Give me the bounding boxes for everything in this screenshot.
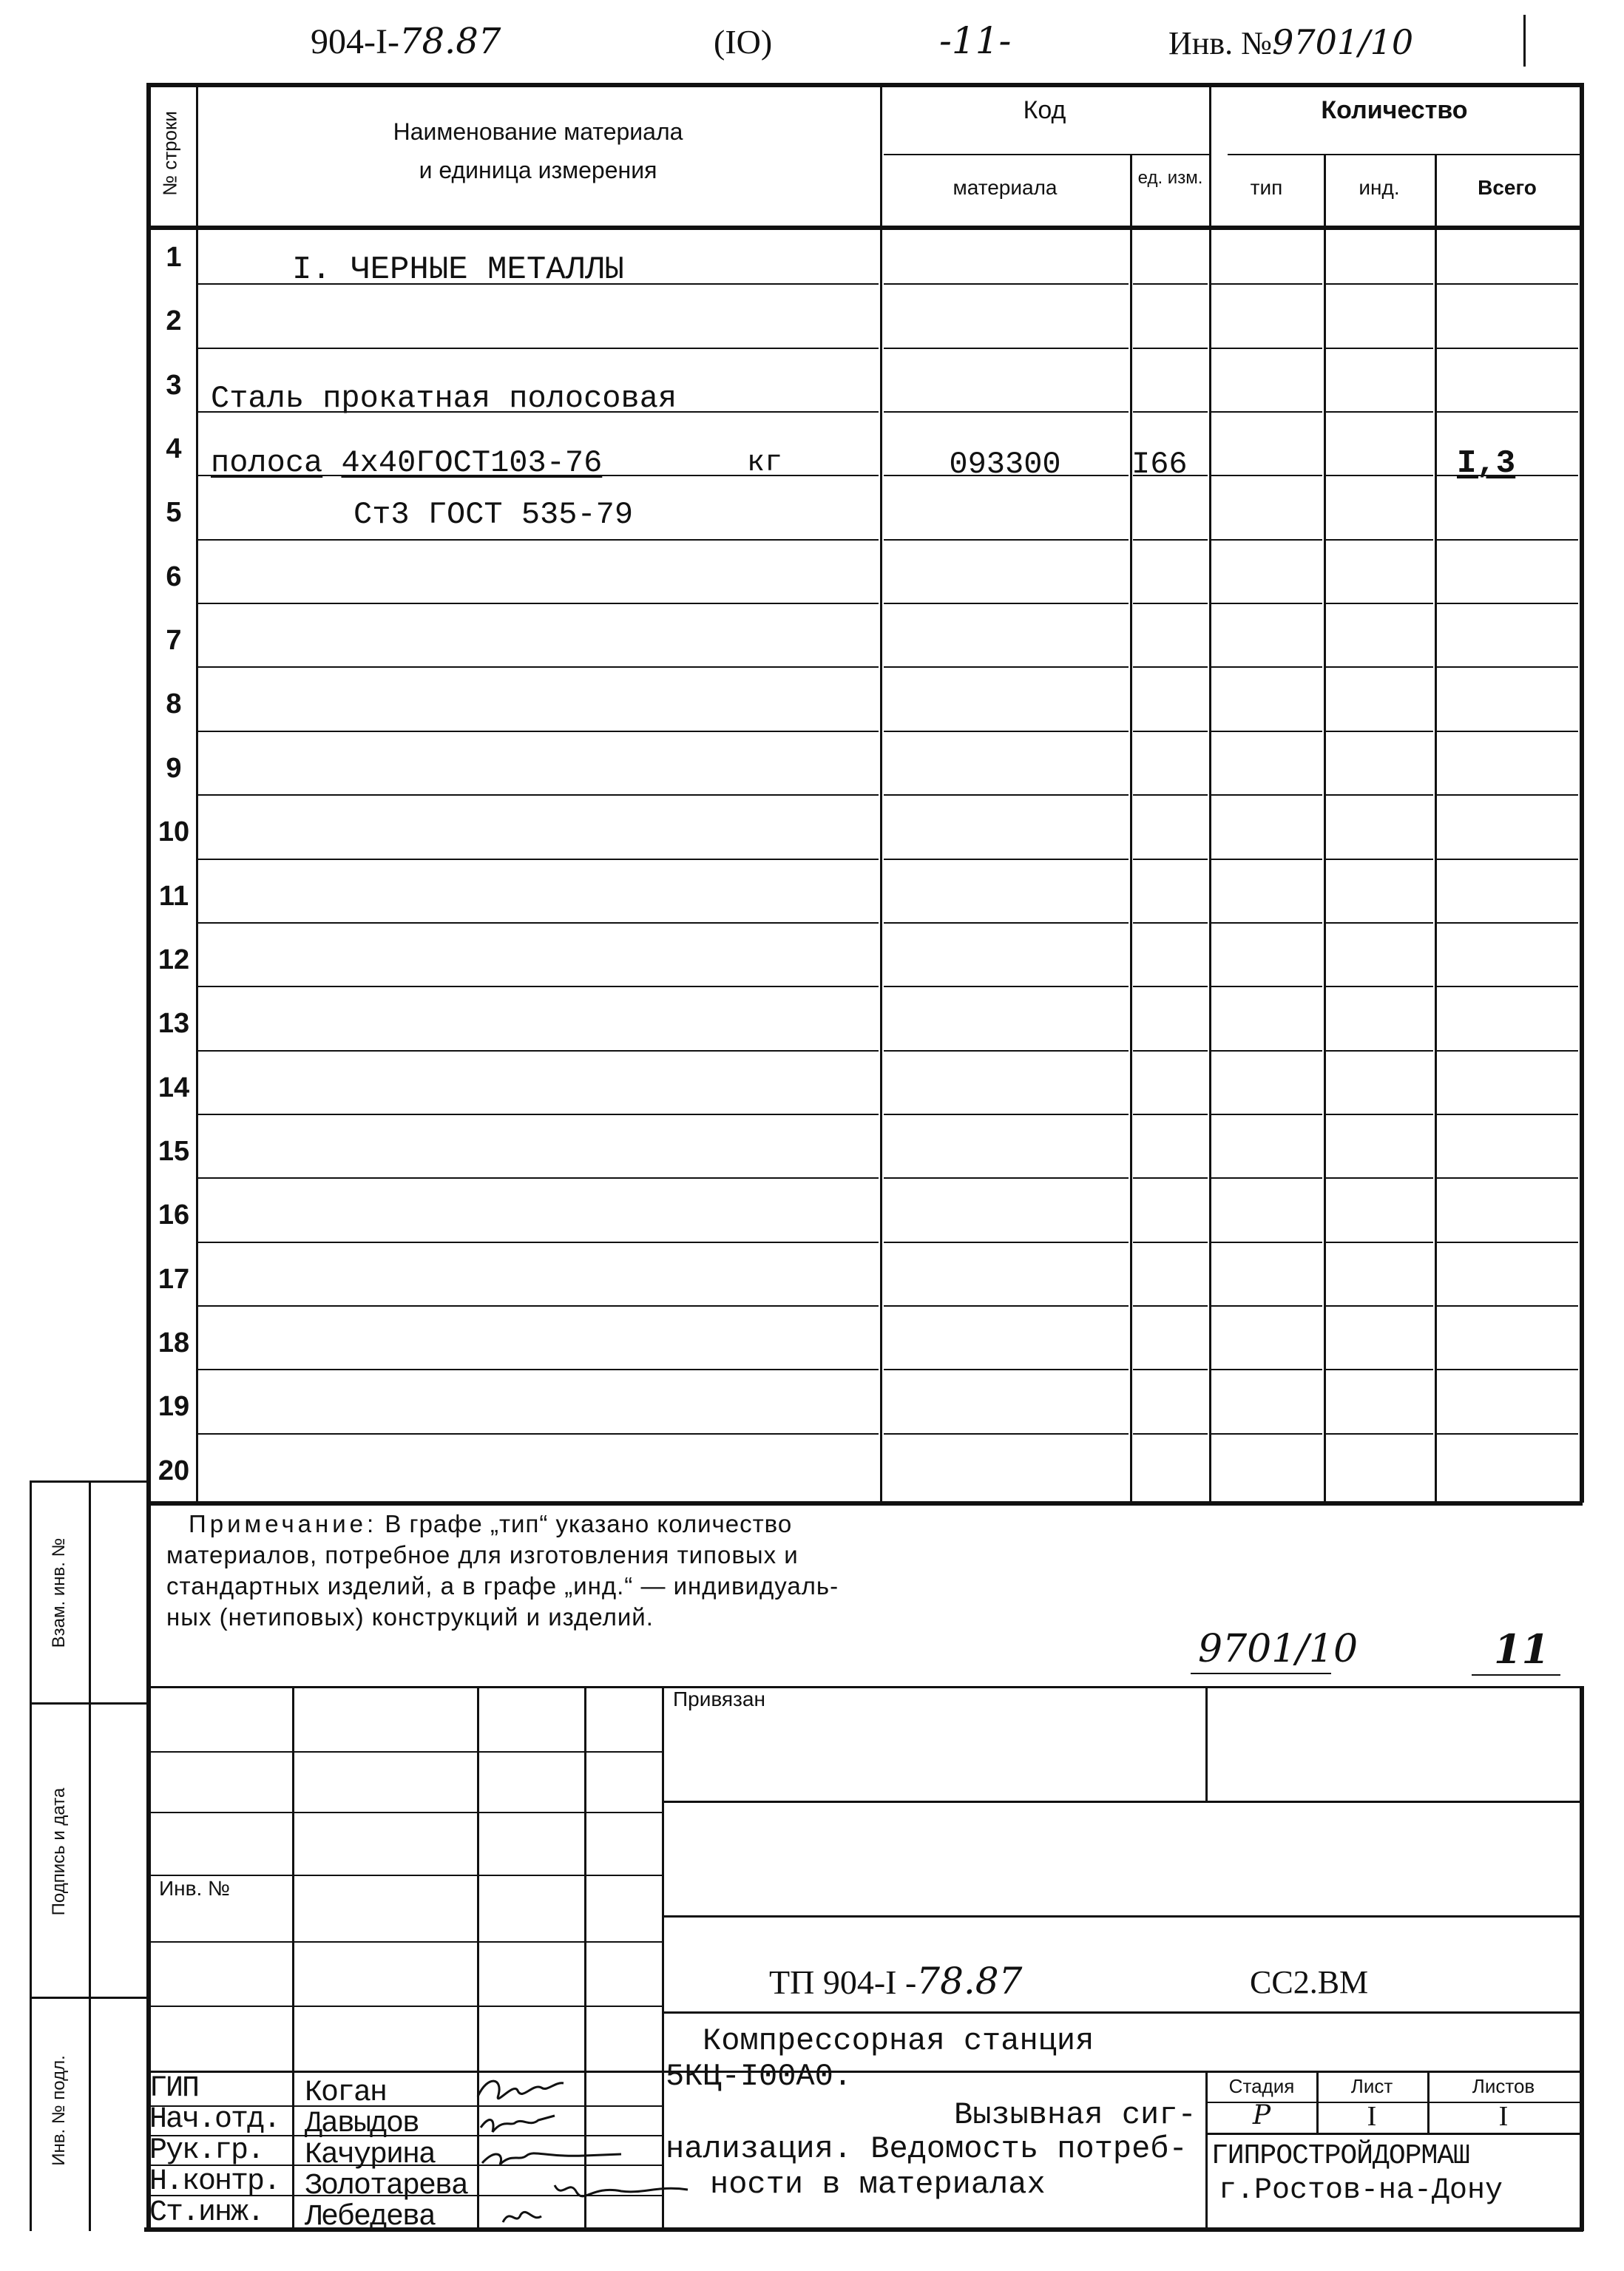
header-qty-total: Всего: [1478, 176, 1537, 199]
row-line: [884, 539, 1129, 541]
stamp-grid-5: [148, 2006, 662, 2007]
row-line: [198, 1050, 879, 1052]
signature-kogan: [478, 2081, 564, 2099]
stamp-sheets-value: I: [1498, 2101, 1509, 2132]
row-line: [1326, 1305, 1433, 1307]
row-line: [884, 1242, 1129, 1243]
row-number: 4: [166, 433, 182, 464]
stamp-grid-6: [148, 2071, 1583, 2073]
stamp-person-role: Ст.инж.: [149, 2196, 264, 2230]
stamp-inv-no: Инв. №: [159, 1877, 231, 1900]
stamp-right-border: [1580, 1686, 1584, 2231]
row-line: [198, 731, 879, 732]
row-line: [1326, 986, 1433, 987]
stamp-grid-4: [148, 1941, 662, 1943]
row-number: 12: [158, 944, 190, 975]
row-line: [1211, 986, 1322, 987]
header-row-no: № строки: [158, 111, 181, 196]
row-line: [1133, 731, 1208, 732]
row-line: [884, 731, 1129, 732]
row-line: [1326, 1177, 1433, 1179]
row-line: [1133, 1114, 1208, 1115]
stamp-designation-text: ТП 904-I -: [769, 1963, 917, 2001]
row-number: 1: [166, 242, 182, 273]
row4-unit-word: кг: [747, 447, 783, 480]
signature-davydov: [481, 2116, 555, 2132]
row-line: [1437, 1305, 1578, 1307]
row-line: [1133, 1369, 1208, 1370]
row-line: [884, 1050, 1129, 1052]
margin-strip-mid: [89, 1480, 91, 2231]
margin-strip-left: [30, 1480, 32, 2231]
row-line: [198, 922, 879, 924]
album-number: (IO): [714, 23, 773, 61]
row-line: [198, 603, 879, 604]
row-line: [1211, 475, 1322, 476]
row-line: [884, 794, 1129, 796]
header-bottom-border: [148, 226, 1583, 230]
header-quantity: Количество: [1321, 96, 1468, 124]
row-number: 3: [166, 370, 182, 401]
row4-name-a: полоса: [211, 445, 323, 481]
header-code-material: материала: [953, 176, 1058, 199]
stamp-mid-line: [662, 1915, 1583, 1918]
row-line: [1133, 794, 1208, 796]
stamp-stage-value: Р: [1252, 2100, 1271, 2130]
side-label-podpis: Подпись и дата: [49, 1787, 69, 1916]
row-line: [1211, 1433, 1322, 1435]
stamp-stage-value-line: [1205, 2133, 1580, 2135]
stamp-person-role: Нач.отд.: [149, 2103, 280, 2136]
row-number: 9: [166, 753, 182, 784]
row-number: 5: [166, 497, 182, 528]
row-line: [1326, 411, 1433, 413]
table-right-border: [1580, 83, 1584, 1503]
doc-number-prefix: 904-I-: [311, 22, 399, 61]
row-line: [1326, 348, 1433, 349]
row-number: 7: [166, 625, 182, 656]
stamp-person-role: ГИП: [149, 2072, 199, 2105]
row-line: [1211, 922, 1322, 924]
stamp-person-role: Рук.гр.: [149, 2134, 264, 2167]
row-number: 11: [158, 881, 189, 912]
row-number: 13: [158, 1008, 190, 1039]
signature-lebedeva: [503, 2212, 541, 2222]
row-line: [1133, 539, 1208, 541]
note-block: [166, 1509, 1039, 1633]
row-line: [198, 666, 879, 668]
row-line: [198, 859, 879, 860]
row3-name: Сталь прокатная полосовая: [211, 381, 677, 416]
col-divider-rownum: [196, 83, 198, 1503]
stamp-person-role: Н.контр.: [149, 2165, 280, 2199]
doc-number: [311, 21, 501, 62]
row-line: [1326, 475, 1433, 476]
row-line: [1133, 666, 1208, 668]
table-top-border: [148, 83, 1584, 87]
row-line: [1211, 411, 1322, 413]
stamp-grid-1: [148, 1751, 662, 1753]
header-name-line2: и единица измерения: [419, 157, 657, 183]
row-line: [1211, 794, 1322, 796]
row-line: [1133, 1305, 1208, 1307]
row-line: [884, 859, 1129, 860]
header-name-line1: Наименование материала: [393, 118, 683, 145]
note-line3: стандартных изделий, а в графе „инд.“ — индивидуаль-: [166, 1572, 839, 1600]
row5-name: Ст3 ГОСТ 535-79: [353, 497, 634, 532]
stamp-title-line2: 5КЦ-I00А0.: [666, 2059, 853, 2094]
row4-unit-code: I66: [1131, 447, 1188, 482]
note-label: Примечание:: [189, 1510, 378, 1537]
col-divider-unit: [1209, 83, 1211, 1503]
row-line: [1133, 1050, 1208, 1052]
table-left-border: [146, 83, 151, 2231]
note-line4: ных (нетиповых) конструкций и изделий.: [166, 1603, 654, 1631]
row-line: [1437, 1114, 1578, 1115]
stamp-title-line1: Компрессорная станция: [703, 2023, 1094, 2059]
row-number: 16: [158, 1199, 190, 1231]
stamp-sheet-label: Лист: [1350, 2075, 1393, 2097]
row-line: [884, 1114, 1129, 1115]
stamp-sheet-value: I: [1367, 2101, 1377, 2132]
row-line: [1326, 731, 1433, 732]
hand-sheet-underline: [1472, 1674, 1560, 1676]
row-line: [1437, 1369, 1578, 1370]
top-right-mark: [1523, 15, 1526, 67]
row-number: 20: [158, 1455, 190, 1486]
row-line: [1437, 1433, 1578, 1435]
row-line: [1133, 348, 1208, 349]
row-number: 19: [158, 1391, 190, 1422]
row-line: [1437, 1050, 1578, 1052]
row-line: [1326, 794, 1433, 796]
row-line: [1437, 859, 1578, 860]
table-bottom-border: [148, 1501, 1583, 1506]
row-line: [1326, 1242, 1433, 1243]
row-line: [1437, 666, 1578, 668]
row-line: [1326, 539, 1433, 541]
row-line: [1326, 666, 1433, 668]
row-line: [1211, 731, 1322, 732]
stamp-stage-label: Стадия: [1228, 2075, 1295, 2097]
row-line: [884, 1177, 1129, 1179]
row4-total: I,3: [1457, 445, 1516, 482]
row-number: 6: [166, 561, 182, 592]
row-line: [1133, 986, 1208, 987]
header-code-unit: ед. изм.: [1137, 168, 1203, 188]
row-line: [884, 922, 1129, 924]
row-line: [198, 1114, 879, 1115]
row-line: [1326, 283, 1433, 285]
row4-name: [211, 445, 602, 481]
row-line: [1133, 411, 1208, 413]
hand-sheet-ref: 11: [1494, 1625, 1550, 1673]
col-divider-code: [1130, 155, 1132, 1503]
row-line: [1211, 1050, 1322, 1052]
inv-value: 9701/10: [1272, 22, 1414, 62]
stamp-privyazan-bottom: [662, 1801, 1583, 1803]
row-line: [1437, 283, 1578, 285]
row-line: [1437, 1242, 1578, 1243]
row-line: [1211, 348, 1322, 349]
margin-split-2: [30, 1997, 148, 1999]
stamp-privyazan: Привязан: [673, 1688, 765, 1710]
stamp-designation-bottom: [662, 2011, 1583, 2014]
header-qty-split: [1228, 154, 1580, 155]
row-line: [1437, 922, 1578, 924]
row-line: [198, 1177, 879, 1179]
row1-name: I. ЧЕРНЫЕ МЕТАЛЛЫ: [292, 251, 624, 288]
row-number: 18: [158, 1327, 190, 1358]
row-line: [1133, 859, 1208, 860]
row-line: [1211, 666, 1322, 668]
row-line: [198, 1305, 879, 1307]
stamp-org-line1: ГИПРОСТРОЙДОРМАШ: [1211, 2140, 1469, 2172]
row-line: [1211, 283, 1322, 285]
row-line: [884, 986, 1129, 987]
row-line: [1133, 603, 1208, 604]
note-line2: материалов, потребное для изготовления типовых и: [166, 1541, 799, 1568]
signature-zolotareva: [555, 2185, 688, 2196]
row-line: [884, 1305, 1129, 1307]
stamp-person-name: Качурина: [305, 2139, 436, 2172]
row-line: [1437, 348, 1578, 349]
stamp-col-a: [292, 1686, 294, 2227]
row-line: [1326, 922, 1433, 924]
row-line: [198, 1369, 879, 1370]
stamp-org-line2: г.Ростов-на-Дону: [1219, 2174, 1503, 2207]
row4-name-b: 4х40ГОСТ103-76: [341, 445, 603, 481]
row-line: [1133, 283, 1208, 285]
row-line: [1211, 539, 1322, 541]
row-line: [884, 283, 1129, 285]
header-code-split: [884, 154, 1209, 155]
page-number: -11-: [939, 19, 1012, 62]
row-line: [198, 348, 879, 349]
row-line: [884, 348, 1129, 349]
hand-inv-ref: 9701/10: [1198, 1627, 1359, 1671]
row-line: [1437, 731, 1578, 732]
row-line: [1437, 411, 1578, 413]
row-line: [1211, 1242, 1322, 1243]
row-number: 17: [158, 1264, 190, 1295]
row-line: [884, 666, 1129, 668]
inv-label: Инв. №: [1168, 25, 1273, 61]
stamp-person-name: Золотарева: [305, 2170, 468, 2203]
row-line: [1326, 1369, 1433, 1370]
note-line1: [166, 1509, 1039, 1540]
row-line: [198, 539, 879, 541]
row-line: [1211, 1114, 1322, 1115]
row-number: 2: [166, 305, 182, 336]
row-line: [1133, 922, 1208, 924]
row-line: [884, 411, 1129, 413]
stamp-grid-2: [148, 1812, 662, 1813]
stamp-grid-3: [148, 1875, 662, 1876]
row-line: [1133, 1242, 1208, 1243]
row-line: [1437, 539, 1578, 541]
row-line: [198, 1242, 879, 1243]
header-qty-ind: инд.: [1359, 176, 1400, 199]
stamp-title-line4: нализация. Ведомость потреб-: [666, 2131, 1188, 2167]
row-number: 10: [158, 816, 190, 847]
row-line: [1133, 1177, 1208, 1179]
row4-code: 093300: [949, 447, 1061, 482]
row-number: 8: [166, 688, 182, 720]
header-code: Код: [1023, 96, 1066, 124]
stamp-top: [148, 1686, 1583, 1688]
signature-kachurina: [482, 2153, 621, 2165]
stamp-designation-hand: 78.87: [916, 1960, 1023, 2003]
row-line: [198, 1433, 879, 1435]
col-divider-ind: [1435, 155, 1437, 1503]
row-line: [884, 1369, 1129, 1370]
row-line: [1211, 1305, 1322, 1307]
stamp-sheets-label: Листов: [1472, 2075, 1535, 2097]
margin-split-1: [30, 1702, 148, 1705]
row-line: [1326, 1114, 1433, 1115]
stamp-title-line5: ности в материалах: [710, 2167, 1046, 2202]
row-number: 14: [158, 1072, 190, 1103]
row-line: [198, 986, 879, 987]
stamp-code: СС2.ВМ: [1250, 1964, 1369, 2000]
hand-inv-underline: [1191, 1673, 1331, 1674]
side-label-vzam: Взам. инв. №: [49, 1537, 69, 1648]
row-number: 15: [158, 1136, 190, 1167]
row-line: [884, 603, 1129, 604]
row-line: [1437, 794, 1578, 796]
inv-header: [1168, 22, 1413, 62]
col-divider-name: [880, 83, 882, 1503]
row-line: [1326, 859, 1433, 860]
note-text1: В графе „тип“ указано количество: [385, 1510, 793, 1537]
stamp-person-name: Коган: [305, 2077, 387, 2110]
row-line: [1437, 603, 1578, 604]
stamp-title-line3: Вызывная сиг-: [954, 2097, 1197, 2133]
col-divider-type: [1324, 155, 1326, 1503]
row-line: [1211, 1369, 1322, 1370]
row-line: [1211, 859, 1322, 860]
header-qty-type: тип: [1250, 176, 1283, 199]
row-line: [1326, 1433, 1433, 1435]
row-line: [1326, 603, 1433, 604]
row-line: [1437, 1177, 1578, 1179]
stamp-privyazan-right: [1205, 1686, 1208, 1801]
row-line: [1437, 986, 1578, 987]
row-line: [1326, 1050, 1433, 1052]
stamp-person-name: Давыдов: [305, 2108, 419, 2141]
row-line: [1211, 1177, 1322, 1179]
stamp-person-name: Лебедева: [305, 2201, 436, 2234]
row-line: [198, 794, 879, 796]
row-line: [1211, 603, 1322, 604]
side-label-inv-podl: Инв. № подл.: [49, 2055, 69, 2166]
row-line: [1133, 1433, 1208, 1435]
stamp-designation: [769, 1960, 1022, 2003]
doc-number-handwritten: 78.87: [399, 21, 501, 62]
row-line: [884, 1433, 1129, 1435]
